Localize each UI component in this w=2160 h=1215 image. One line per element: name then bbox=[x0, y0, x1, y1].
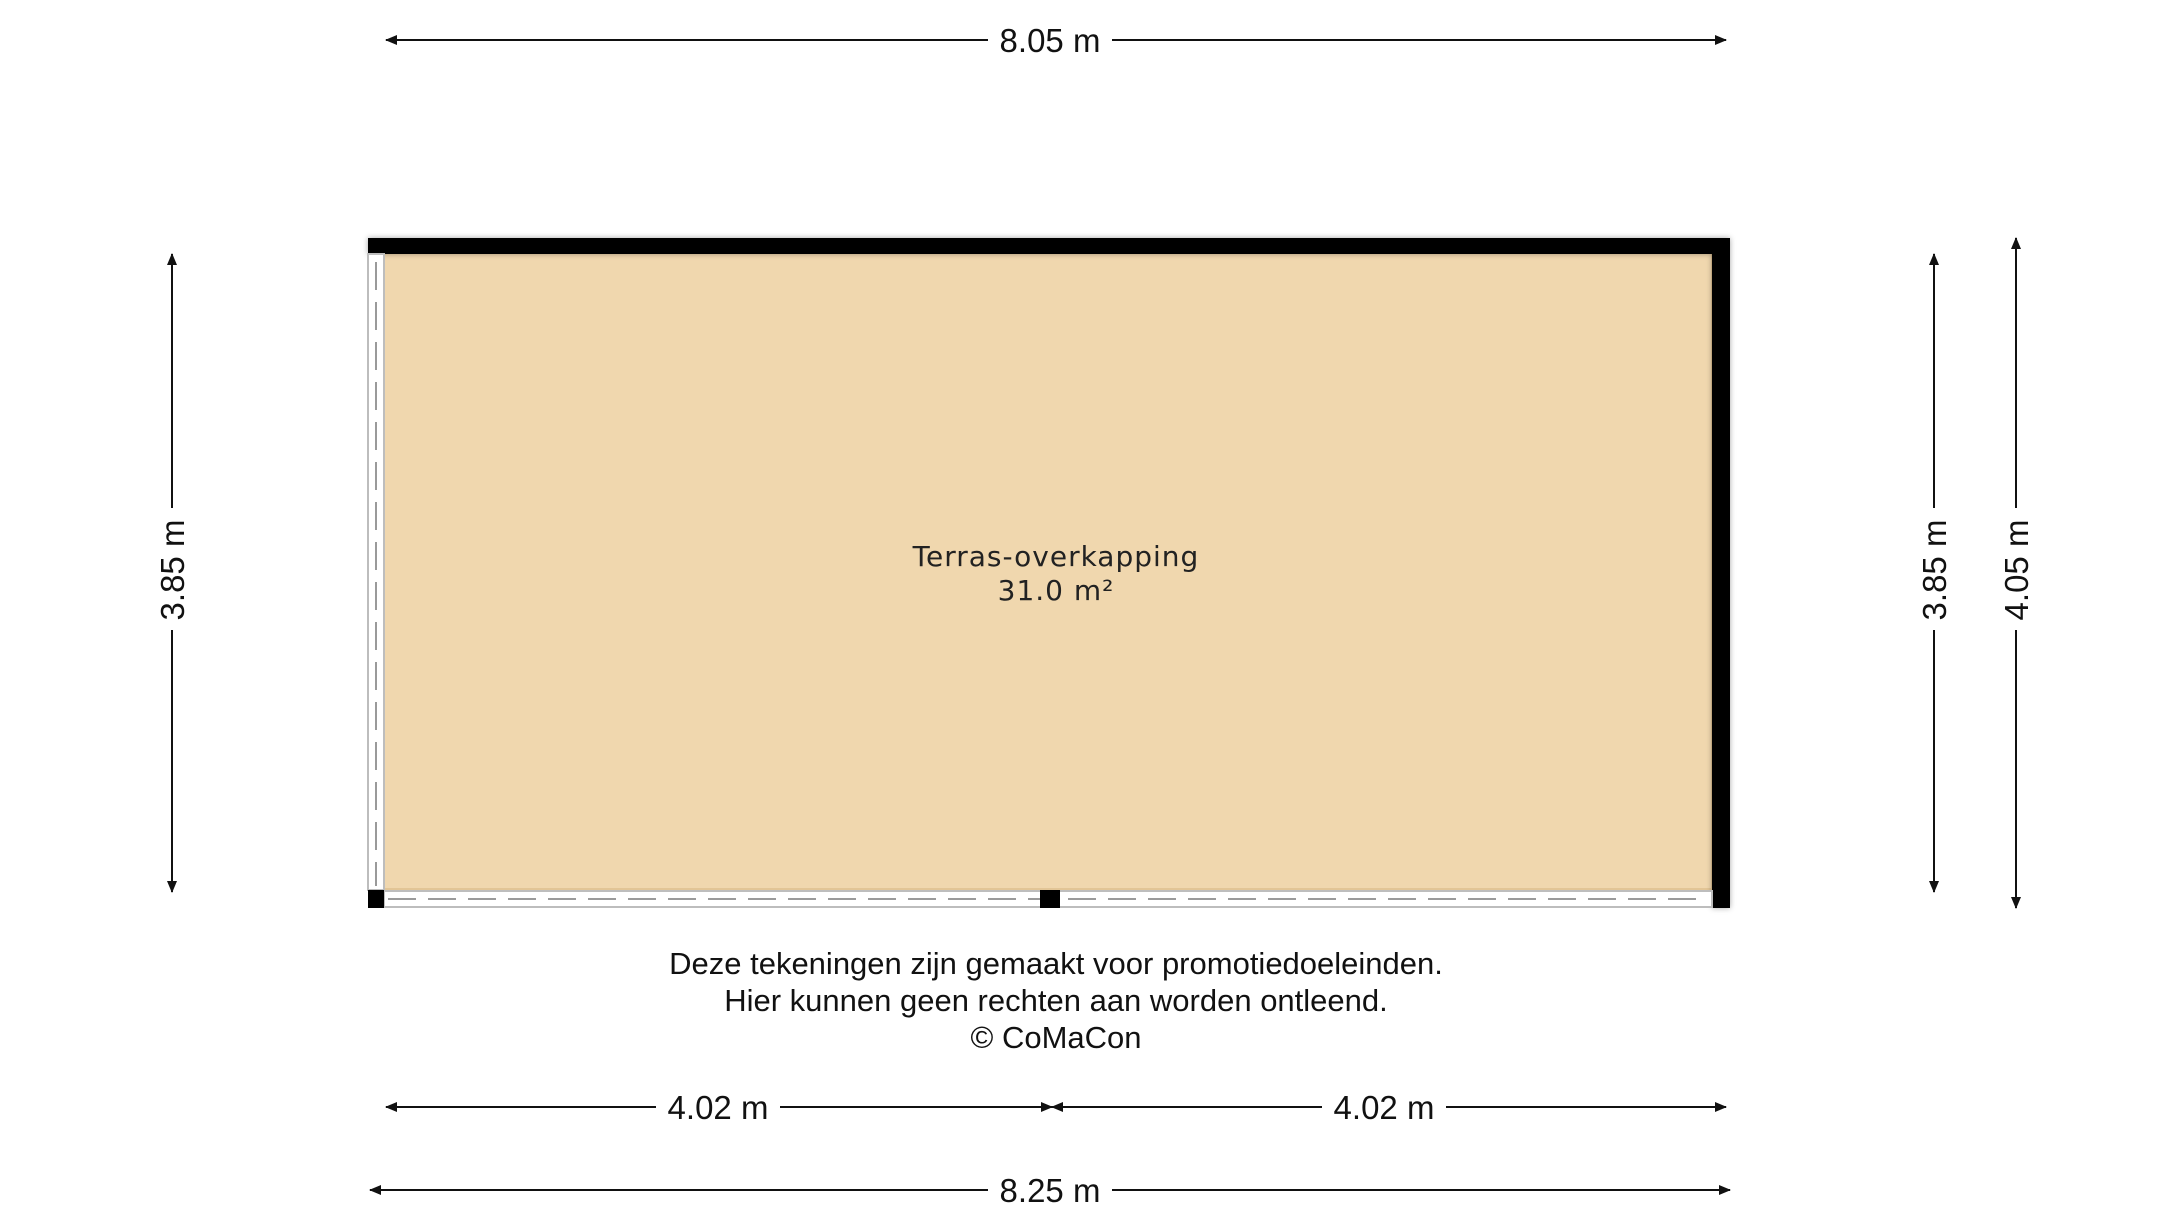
room-name: Terras-overkapping bbox=[912, 540, 1200, 573]
dimension-bottom-total bbox=[370, 1172, 1730, 1209]
dimension-bottom-right bbox=[1052, 1089, 1726, 1126]
dimension-label: 4.02 m bbox=[667, 1089, 769, 1126]
post-bottom-left bbox=[368, 890, 384, 908]
post-bottom-middle bbox=[1040, 890, 1060, 908]
dimension-left bbox=[154, 254, 191, 892]
disclaimer bbox=[669, 946, 1443, 1055]
disclaimer-line-3: © CoMaCon bbox=[970, 1020, 1142, 1055]
dimension-bottom-left bbox=[386, 1089, 1052, 1126]
dimension-label: 4.02 m bbox=[1333, 1089, 1435, 1126]
wall-left-open bbox=[368, 254, 384, 890]
room-area: 31.0 m² bbox=[997, 574, 1115, 607]
dimension-right-outer bbox=[1998, 238, 2035, 908]
dimension-top bbox=[386, 22, 1726, 59]
disclaimer-line-2: Hier kunnen geen rechten aan worden ontleend. bbox=[724, 983, 1388, 1018]
dimension-label: 8.05 m bbox=[999, 22, 1101, 59]
dimension-label: 3.85 m bbox=[154, 519, 191, 621]
room-terras-overkapping bbox=[368, 238, 1730, 908]
dimension-label: 4.05 m bbox=[1998, 519, 2035, 621]
disclaimer-line-1: Deze tekeningen zijn gemaakt voor promotiedoeleinden. bbox=[669, 946, 1443, 981]
dimension-label: 3.85 m bbox=[1916, 519, 1953, 621]
dimension-label: 8.25 m bbox=[999, 1172, 1101, 1209]
dimension-right-inner bbox=[1916, 254, 1953, 892]
